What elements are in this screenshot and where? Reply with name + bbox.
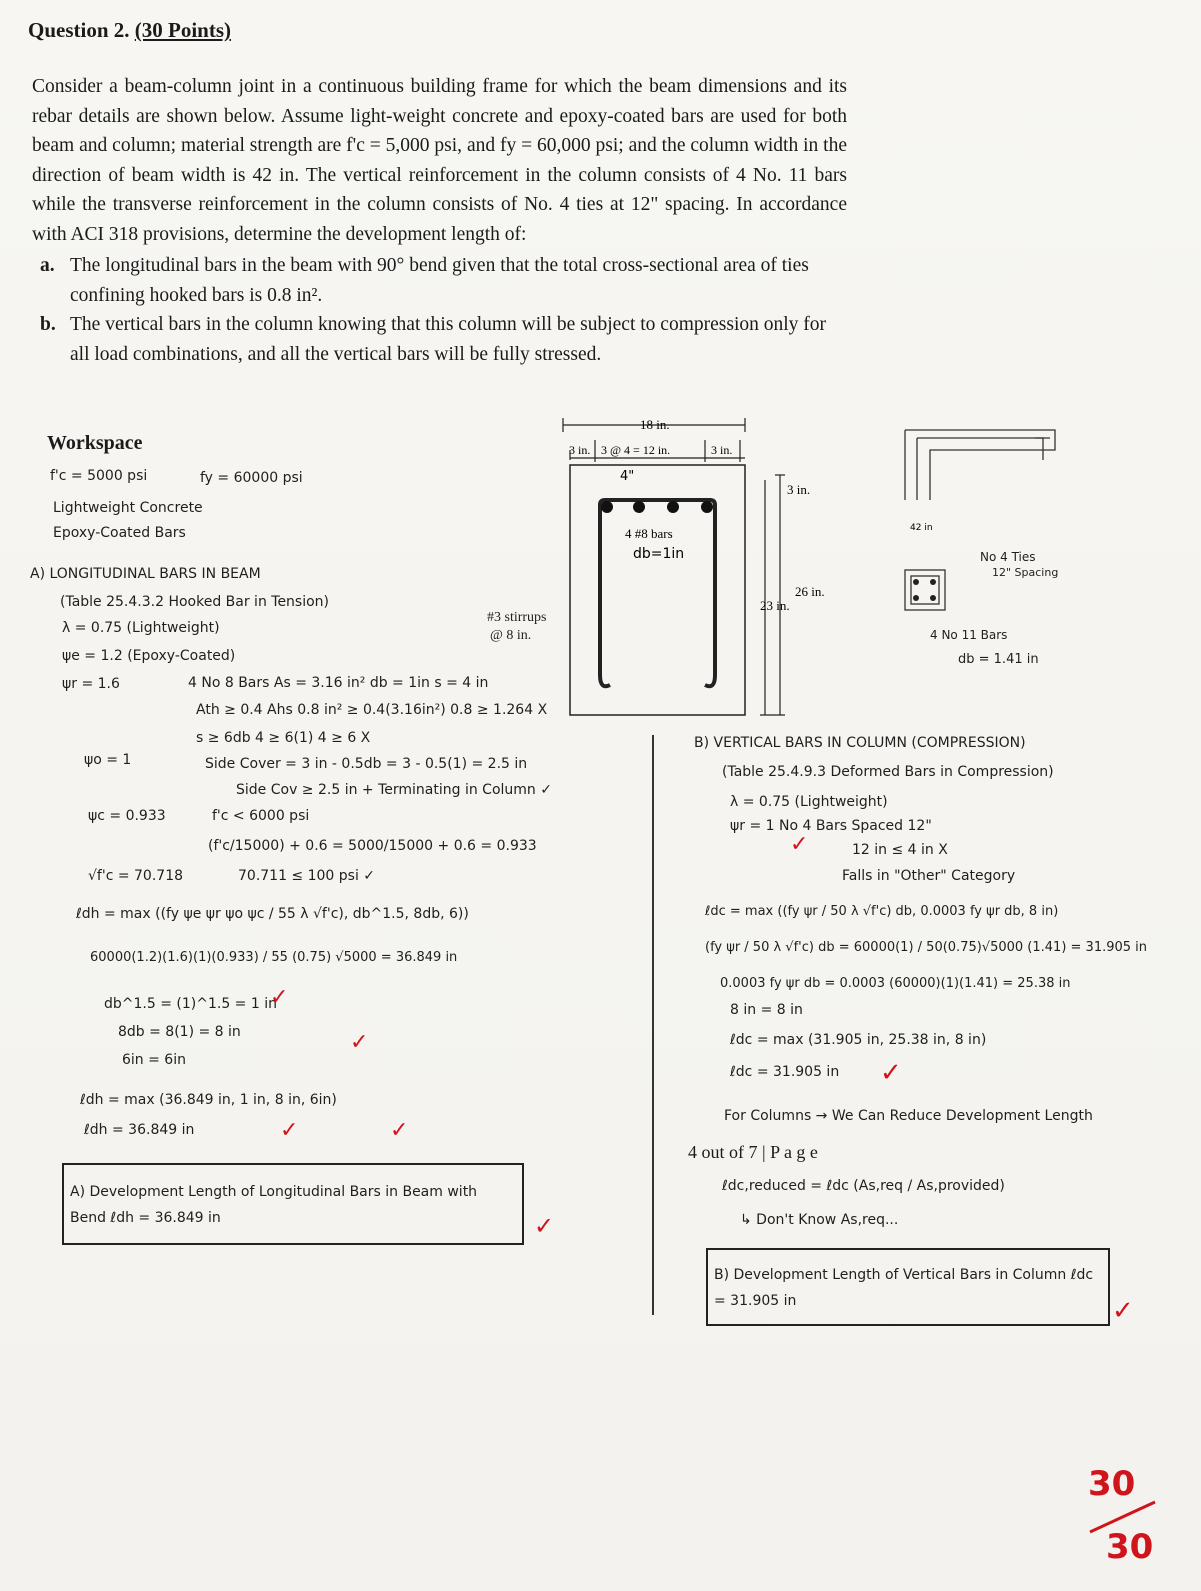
- column-width-label: 42 in: [910, 523, 933, 533]
- given-fy: fy = 60000 psi: [200, 470, 303, 486]
- part-a-line: ℓdh = 36.849 in: [84, 1122, 195, 1138]
- given-fc: f'c = 5000 psi: [50, 468, 148, 484]
- check-mark: ✓: [534, 1212, 555, 1240]
- part-a-line: 70.711 ≤ 100 psi ✓: [238, 868, 376, 884]
- divider-line: [652, 735, 654, 1315]
- column-bar-3: [913, 595, 919, 601]
- part-b-line: For Columns → We Can Reduce Development Length: [724, 1108, 1093, 1124]
- workspace-label: Workspace: [47, 432, 143, 454]
- check-mark: ✓: [390, 1118, 409, 1143]
- given-bars: Epoxy-Coated Bars: [53, 525, 186, 541]
- part-b-answer-box: [706, 1248, 1110, 1326]
- spacing-dim-1: 3 in.: [569, 443, 591, 457]
- rebar-3: [667, 501, 679, 513]
- part-b-line: Falls in "Other" Category: [842, 868, 1016, 884]
- part-a-line: Side Cov ≥ 2.5 in + Terminating in Column ✓: [236, 782, 552, 798]
- ties-label: No 4 Ties: [980, 550, 1036, 564]
- check-mark: ✓: [280, 1118, 299, 1143]
- check-mark: ✓: [880, 1058, 902, 1088]
- part-a-line: ψc = 0.933: [88, 808, 166, 824]
- part-a-line: 4 No 8 Bars As = 3.16 in² db = 1in s = 4 in: [188, 675, 489, 691]
- part-a-line: ℓdh = max (36.849 in, 1 in, 8 in, 6in): [80, 1092, 337, 1108]
- part-a-line: Ath ≥ 0.4 Ahs 0.8 in² ≥ 0.4(3.16in²) 0.8 ≥ 1.264 X: [196, 702, 548, 718]
- part-b-line: ℓdc = 31.905 in: [730, 1064, 840, 1080]
- column-bar-2: [930, 579, 936, 585]
- rebar-2: [633, 501, 645, 513]
- part-a-heading: A) LONGITUDINAL BARS IN BEAM: [30, 566, 261, 582]
- top-dim-label: 3 in.: [787, 482, 811, 497]
- grade-total: 30: [1106, 1527, 1154, 1567]
- part-b-heading: B) VERTICAL BARS IN COLUMN (COMPRESSION): [694, 735, 1026, 751]
- height-inner-label: 23 in.: [760, 598, 790, 613]
- stirrups-label: #3 stirrups: [487, 610, 547, 625]
- check-mark: ✓: [270, 985, 289, 1010]
- given-concrete: Lightweight Concrete: [53, 500, 203, 516]
- part-b-line: 8 in = 8 in: [730, 1002, 803, 1018]
- ties-spacing-label: 12" Spacing: [992, 566, 1059, 579]
- part-a-answer: A) Development Length of Longitudinal Bars in Beam with Bend ℓdh = 36.849 in: [70, 1184, 478, 1226]
- part-b-line: ℓdc = max (31.905 in, 25.38 in, 8 in): [730, 1032, 987, 1048]
- part-b-line: (fy ψr / 50 λ √f'c) db = 60000(1) / 50(0.75)√5000 (1.41) = 31.905 in: [705, 940, 1148, 955]
- db-label: db=1in: [633, 546, 685, 562]
- beam-section-figure: [555, 410, 825, 730]
- part-a-line: λ = 0.75 (Lightweight): [62, 620, 220, 636]
- stirrups-spacing-label: @ 8 in.: [490, 628, 532, 643]
- column-bars-label: 4 No 11 Bars: [930, 628, 1008, 642]
- part-a-line: ψe = 1.2 (Epoxy-Coated): [62, 648, 236, 664]
- part-a-line: ψr = 1.6: [62, 676, 120, 692]
- part-a-line: ℓdh = max ((fy ψe ψr ψo ψc / 55 λ √f'c), db^1.5, 8db, 6)): [76, 906, 469, 922]
- part-a-line: f'c < 6000 psi: [212, 808, 310, 824]
- cover-label: 4": [620, 469, 635, 484]
- check-mark: ✓: [1112, 1296, 1134, 1326]
- part-a-line: (Table 25.4.3.2 Hooked Bar in Tension): [60, 594, 330, 610]
- check-mark: ✓: [350, 1030, 369, 1055]
- spacing-dim-2: 3 @ 4 = 12 in.: [601, 443, 671, 457]
- column-sketch: [895, 420, 1065, 620]
- part-b-line: ψr = 1 No 4 Bars Spaced 12": [730, 818, 932, 834]
- part-b-line: ℓdc = max ((fy ψr / 50 λ √f'c) db, 0.0003 fy ψr db, 8 in): [705, 904, 1059, 919]
- part-b-line: 0.0003 fy ψr db = 0.0003 (60000)(1)(1.41) = 25.38 in: [720, 976, 1071, 991]
- part-b-prompt: b. The vertical bars in the column knowing that this column will be subject to compression only for all load combinations, and all the vertical bars will be fully stressed.: [40, 314, 827, 365]
- grade-score: 30: [1088, 1464, 1136, 1504]
- width-dim-label: 18 in.: [640, 417, 670, 432]
- column-db-label: db = 1.41 in: [958, 652, 1039, 667]
- part-a-line: s ≥ 6db 4 ≥ 6(1) 4 ≥ 6 X: [196, 730, 371, 746]
- rebar-4: [701, 501, 713, 513]
- question-prompt: [32, 72, 847, 369]
- part-b-line: 12 in ≤ 4 in X: [852, 842, 948, 858]
- question-intro: Consider a beam-column joint in a continuous building frame for which the beam dimensions and its rebar details are shown below. Assume light-weight concrete and epoxy-coated bars are used for both beam and column; material strength are f'c = 5,000 psi, and fy = 60,000 psi; and the column width in the direction of beam width is 42 in. The vertical reinforcement in the column consists of 4 No. 11 bars while the transverse reinforcement in the column consists of No. 4 ties at 12" spacing. In accordance with ACI 318 provisions, determine the development length of:: [32, 76, 847, 245]
- rebar-1: [601, 501, 613, 513]
- spacing-dim-3: 3 in.: [711, 443, 733, 457]
- page-number: 4 out of 7 | P a g e: [688, 1142, 818, 1162]
- part-a-line: (f'c/15000) + 0.6 = 5000/15000 + 0.6 = 0.933: [208, 838, 537, 854]
- column-bar-4: [930, 595, 936, 601]
- part-a-line: 6in = 6in: [122, 1052, 186, 1068]
- part-b-line: λ = 0.75 (Lightweight): [730, 794, 888, 810]
- part-b-answer: B) Development Length of Vertical Bars in Column ℓdc = 31.905 in: [714, 1267, 1094, 1309]
- part-b-line: ℓdc,reduced = ℓdc (As,req / As,provided): [722, 1178, 1005, 1194]
- question-title: Question 2. (30 Points): [28, 18, 232, 42]
- part-a-line: 8db = 8(1) = 8 in: [118, 1024, 241, 1040]
- part-a-line: 60000(1.2)(1.6)(1)(0.933) / 55 (0.75) √5000 = 36.849 in: [90, 950, 458, 965]
- bars-label: 4 #8 bars: [625, 526, 673, 541]
- part-a-line: db^1.5 = (1)^1.5 = 1 in: [104, 996, 277, 1012]
- part-b-line: (Table 25.4.9.3 Deformed Bars in Compression): [722, 764, 1054, 780]
- part-a-line: ψo = 1: [84, 752, 132, 768]
- column-bar-1: [913, 579, 919, 585]
- part-a-prompt: a. The longitudinal bars in the beam with 90° bend given that the total cross-sectional area of ties confining hooked bars is 0.8 in².: [40, 255, 809, 306]
- height-outer-label: 26 in.: [795, 584, 825, 599]
- grade-mark: [1080, 1450, 1170, 1570]
- part-a-line: Side Cover = 3 in - 0.5db = 3 - 0.5(1) = 2.5 in: [205, 756, 528, 772]
- part-a-answer-box: [62, 1163, 524, 1245]
- part-b-line: ↳ Don't Know As,req...: [740, 1212, 899, 1228]
- check-mark: ✓: [790, 832, 809, 857]
- part-a-line: √f'c = 70.718: [88, 868, 184, 884]
